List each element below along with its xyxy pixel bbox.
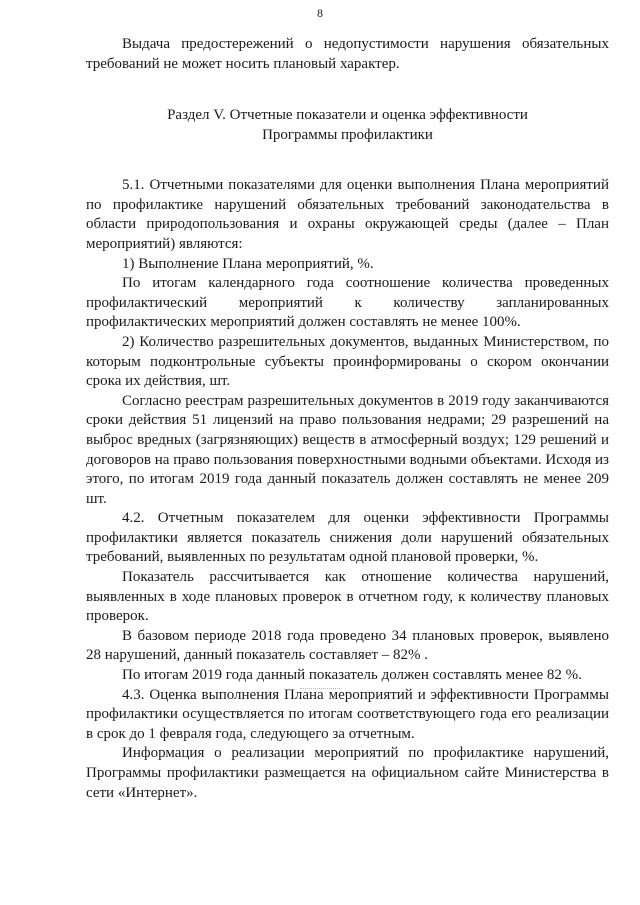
paragraph-4-3: 4.3. Оценка выполнения Плана мероприятий и эффективности Программы профилактики осуществляется по итогам соответствующего года его реализации в срок до 1 февраля года, следующего за отчетным. [86,686,609,742]
paragraph-5-1: 5.1. Отчетными показателями для оценки выполнения Плана мероприятий по профилактике нарушений обязательных требований законодательства в области природопользования и охраны окружающей среды (далее – План мероприятий) являются: [86,177,609,252]
paragraph-2019-target: По итогам 2019 года данный показатель должен составлять менее 82 %. [122,667,582,684]
paragraph-indicator-1: 1) Выполнение Плана мероприятий, %. [122,255,374,272]
paragraph-base-period: В базовом периоде 2018 года проведено 34 плановых проверок, выявлено 28 нарушений, данный показатель составляет – 82% . [86,627,609,664]
paragraph-publication: Информация о реализации мероприятий по профилактике нарушений, Программы профилактики размещается на официальном сайте Министерства в сети «Интернет». [86,745,609,801]
document-body [86,35,609,803]
section-heading [86,105,609,145]
end-mark [300,688,340,689]
paragraph-calculation: Показатель рассчитывается как отношение количества нарушений, выявленных в ходе плановых проверок в отчетном году, к количеству плановых проверок. [86,569,609,625]
paragraph-indicator-2-target: Согласно реестрам разрешительных документов в 2019 году заканчиваются сроки действия 51 лицензий на право пользования недрами; 29 разрешений на выброс вредных (загрязняющих) веществ в атмосферный воздух; 129 решений и договоров на право пользования поверхностными водными объектами. Исходя из этого, по итогам 2019 года данный показатель должен составлять не менее 209 шт. [86,392,609,507]
page-number: 8 [317,6,323,20]
paragraph-indicator-2: 2) Количество разрешительных документов, выданных Министерством, по которым подконтрольные субъекты проинформированы о скором окончании срока их действия, шт. [86,333,609,390]
intro-paragraph: Выдача предостережений о недопустимости нарушения обязательных требований не может носить плановый характер. [86,36,609,72]
section-title-line-2: Программы профилактики [262,127,433,144]
paragraph-4-2: 4.2. Отчетным показателем для оценки эффективности Программы профилактики является показатель снижения доли нарушений обязательных требований, выявленных по результатам одной плановой проверки, %. [86,510,609,566]
section-title-line-1: Раздел V. Отчетные показатели и оценка эффективности [167,107,528,124]
paragraph-indicator-1-target: По итогам календарного года соотношение количества проведенных профилактический мероприятий к количеству запланированных профилактических мероприятий должен составлять не менее 100%. [86,275,609,331]
